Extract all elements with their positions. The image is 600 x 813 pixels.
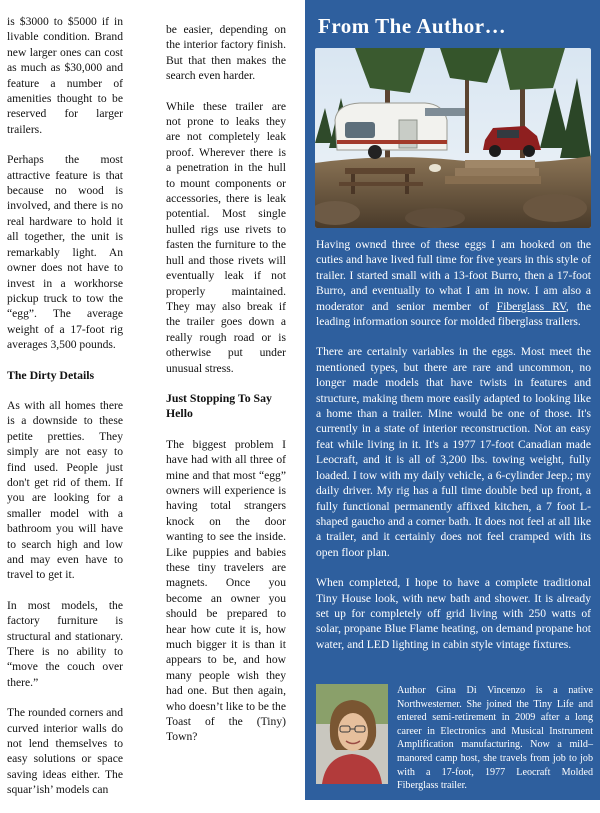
sidebar-title: From The Author… [318,14,507,38]
paragraph-text: , the leading information source for molded fiberglass trailers. [316,299,591,329]
article-column-2 [166,22,286,760]
paragraph: When completed, I hope to have a complete traditional Tiny House look, with new bath and shower. It is already set up for completely off grid living with 250 watts of solar, propane Blue Flame heating, on demand propane hot water, and LED lighting in cabin style vintage fixtures. [316,576,591,651]
trailer-photo [315,48,591,228]
paragraph: Perhaps the most attractive feature is that because no wood is involved, and there is no real hardware to hold it all together, the unit is remarkably light. An owner does not have to invest in a workhorse pickup truck to tow the “egg”. The average weight of a 17-foot rig averages 3,500 pounds. [7,153,123,352]
fiberglass-rv-link[interactable]: Fiberglass RV [496,299,566,313]
paragraph: While these trailer are not prone to leaks they are not completely leak proof. Wherever there is a penetration in the hull to mount components or accessories, there is leak potential. Most single hulled rigs use rivets to fasten the furniture to the hull and those rivets will eventually leak if not properly maintained. They may also break if the trailer goes down a really rough road or is otherwise put under unusual stress. [166,99,286,375]
paragraph: As with all homes there is a downside to these petite pretties. They simply are not easy to find used. People just don't get rid of them. If you are looking for a smaller model with a bathroom you will have to search high and low and may even have to travel to get it. [7,398,123,582]
paragraph [316,237,591,329]
paragraph: In most models, the factory furniture is structural and stationary. There is no ability to “move the couch over there.” [7,598,123,689]
section-heading-dirty-details: The Dirty Details [7,367,95,382]
author-sidebar [305,0,600,800]
paragraph: The biggest problem I have had with all three of mine and that most “egg” owners will experience is having total strangers knock on the door wanting to see the inside. Like puppies and babies these tiny travelers are magnets. Once you become an owner you should be prepared to hear how cute it is, how much bigger it is than it appears to be, and how many people wish they had one. But then again, who doesn’t like to be the Toast of the (Tiny) Town? [166,437,286,744]
section-heading-stopping-to-say-hello: Just Stopping To Say Hello [166,390,272,421]
author-bio: Author Gina Di Vincenzo is a native Northwesterner. She joined the Tiny Life and entered semi-retirement in 2009 after a long career in Electronics and Musical Instrument Amplification manufacturing. Now a mild–manored camp host, she travels from job to job with a 17-foot, 1977 Leocraft Molded Fiberglass trailer. [397,685,593,792]
sidebar-body [316,237,591,667]
article-column-1 [7,14,123,813]
paragraph: There are certainly variables in the eggs. Most meet the mentioned types, but there are rare and uncommon, no longer made models that have twists in features and structure, making them more easily adapted to looking like a home than a trailer. Mine would be one of those. It's currently in a state of interior reconstruction. Not an easy feat while living in it. It's a 1977 17-foot Canadian made Leocraft, and it is all of 3,200 lbs. towing weight, fully loaded. I tow with my daily vehicle, a 6-cylinder Jeep.; my daily driver. My rig has a full time double bed up front, a fully functional permanently affixed kitchen, a 7 foot L-shaped gaucho and a corner bath. It does not feel at all like a trailer, and it certainly does not feel cramped with its open floor plan. [316,345,591,559]
paragraph: is $3000 to $5000 if in livable condition. Brand new larger ones can cost as much as $30,000 and feature a number of amenities thought to be reserved for larger trailers. [7,15,123,136]
paragraph: be easier, depending on the interior factory finish. But that then makes the search even harder. [166,23,286,83]
author-photo [316,684,388,784]
paragraph-text: Having owned three of these eggs I am hooked on the cuties and have lived full time for five years in this style of trailer. I started small with a 13-foot Burro, then a 17-foot Burro, and eventually to what I am in now. I am also a moderator and senior member of [316,238,591,313]
paragraph: The rounded corners and curved interior walls do not lend themselves to easy solutions or space saving ideas either. The squar’ish’ models can [7,706,123,797]
